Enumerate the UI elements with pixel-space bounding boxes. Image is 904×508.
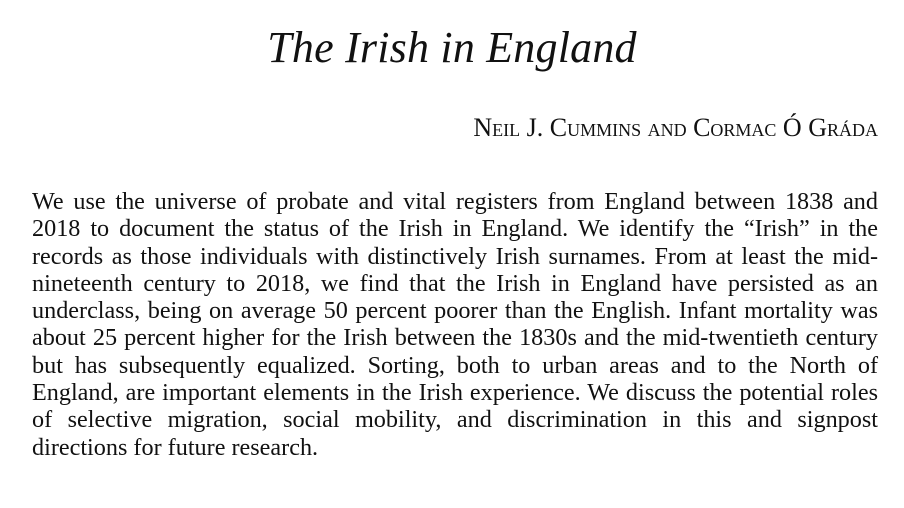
paper-authors: Neil J. Cummins and Cormac Ó Gráda: [473, 113, 878, 142]
paper-abstract: We use the universe of probate and vital registers from England between 1838 and 2018 to document the status of the Irish in England. We identify the “Irish” in the records as those individuals with distinctively Irish surnames. From at least the mid-nineteenth century to 2018, we find that the Irish in England have persisted as an underclass, being on average 50 percent poorer than the English. Infant mortality was about 25 percent higher for the Irish between the 1830s and the mid-twentieth century but has subsequently equalized. Sorting, both to urban areas and to the North of England, are important elements in the Irish experience. We discuss the potential roles of selective migration, social mobility, and discrimination in this and signpost directions for future research.: [32, 188, 878, 461]
paper-title: The Irish in England: [267, 23, 637, 72]
